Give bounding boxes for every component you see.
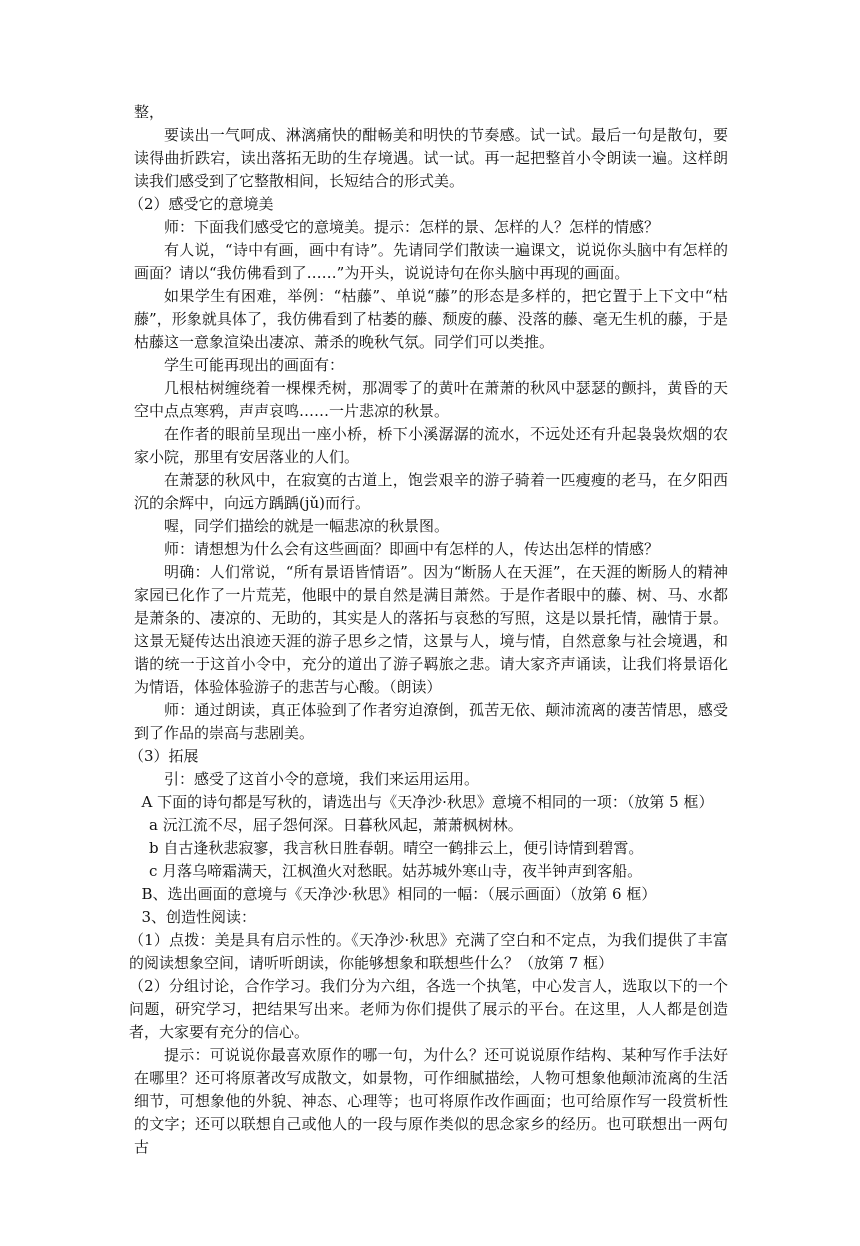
paragraph-group-discussion: （2）分组讨论，合作学习。我们分为六组，各选一个执笔，中心发言人，选取以下的一个问题，研究学习，把结果写出来。老师为你们提供了展示的平台。在这里，人人都是创造者，大家要有充分的信心。 (129, 977, 728, 1041)
option-c: c 月落乌啼霜满天，江枫渔火对愁眠。姑苏城外寒山寺，夜半钟声到客船。 (149, 862, 643, 880)
question-a: A 下面的诗句都是写秋的，请选出与《天净沙·秋思》意境不相同的一项：（放第 5 框） (141, 793, 714, 811)
paragraph-scene-two: 在作者的眼前呈现出一座小桥，桥下小溪潺潺的流水，不远处还有升起袅袅炊烟的农家小院，那里有安居落业的人们。 (134, 425, 728, 466)
paragraph-student-scenes-intro: 学生可能再现出的画面有： (164, 356, 345, 374)
option-b: b 自古逢秋悲寂寥，我言秋日胜春朝。晴空一鹤排云上，便引诗情到碧霄。 (149, 839, 644, 857)
paragraph-continuation: 整， (134, 103, 165, 121)
paragraph-scene-one: 几根枯树缠绕着一棵棵秃树，那凋零了的黄叶在萧萧的秋风中瑟瑟的颤抖，黄昏的天空中点点寒鸦，声声哀鸣……一片悲凉的秋景。 (134, 379, 728, 420)
question-b: B、选出画面的意境与《天净沙·秋思》相同的一幅：（展示画面）（放第 6 框） (141, 885, 657, 903)
section-heading-creative-reading: 3、创造性阅读： (141, 908, 257, 926)
paragraph-poetry-painting: 有人说，“诗中有画，画中有诗”。先请同学们散读一遍课文，说说你头脑中有怎样的画面？请以“我仿佛看到了……”为开头，说说诗句在你头脑中再现的画面。 (134, 241, 728, 282)
section-heading-mood-beauty: （2）感受它的意境美 (129, 195, 274, 213)
paragraph-extension-intro: 引：感受了这首小令的意境，我们来运用运用。 (164, 770, 480, 788)
paragraph-teacher-prompt: 师：下面我们感受它的意境美。提示：怎样的景、怎样的人？怎样的情感？ (164, 218, 660, 236)
paragraph-scene-three: 在萧瑟的秋风中，在寂寞的古道上，饱尝艰辛的游子骑着一匹瘦瘦的老马，在夕阳西沉的余辉中，向远方踽踽(jǔ)而行。 (134, 471, 728, 512)
paragraph-hints: 提示：可说说你最喜欢原作的哪一句，为什么？还可说说原作结构、某种写作手法好在哪里？还可将原著改写成散文，如景物，可作细腻描绘，人物可想象他颠沛流离的生活细节，可想象他的外貌、神态、心理等；也可将原作改作画面；也可给原作写一段赏析性的文字；还可以联想自己或他人的一段与原作类似的思念家乡的经历。也可联想出一两句古 (134, 1046, 728, 1156)
document-page (129, 101, 728, 1159)
paragraph-example-vine: 如果学生有困难，举例：“枯藤”、单说“藤”的形态是多样的，把它置于上下文中“枯藤”，形象就具体了，我仿佛看到了枯萎的藤、颓废的藤、没落的藤、毫无生机的藤，于是枯藤这一意象渲染出凄凉、萧杀的晚秋气氛。同学们可以类推。 (134, 287, 728, 351)
paragraph-clarification: 明确：人们常说，“所有景语皆情语”。因为“断肠人在天涯”，在天涯的断肠人的精神家园已化作了一片荒芜，他眼中的景自然是满目萧然。于是作者眼中的藤、树、马、水都是萧条的、凄凉的、无助的，其实是人的落拓与哀愁的写照，这是以景托情，融情于景。这景无疑传达出浪迹天涯的游子思乡之情，这景与人，境与情，自然意象与社会境遇，和谐的统一于这首小令中，充分的道出了游子羁旅之悲。请大家齐声诵读，让我们将景语化为情语，体验体验游子的悲苦与心酸。（朗读） (134, 563, 728, 696)
section-heading-extension: （3）拓展 (129, 747, 199, 765)
option-a: a 沅江流不尽，屈子怨何深。日暮秋风起，萧萧枫树林。 (149, 816, 523, 834)
paragraph-guidance: （1）点拨：美是具有启示性的。《天净沙·秋思》充满了空白和不定点，为我们提供了丰富的阅读想象空间，请听听朗读，你能够想象和联想些什么？（放第 7 框） (129, 931, 728, 972)
paragraph-teacher-question: 师：请想想为什么会有这些画面？即画中有怎样的人，传达出怎样的情感？ (164, 540, 660, 558)
paragraph-scene-summary: 喔，同学们描绘的就是一幅悲凉的秋景图。 (164, 517, 450, 535)
paragraph-teacher-conclusion: 师：通过朗读，真正体验到了作者穷迫潦倒，孤苦无依、颠沛流离的凄苦情思，感受到了作品的崇高与悲剧美。 (134, 701, 728, 742)
paragraph-reading-rhythm: 要读出一气呵成、淋漓痛快的酣畅美和明快的节奏感。试一试。最后一句是散句，要读得曲折跌宕，读出落拓无助的生存境遇。试一试。再一起把整首小令朗读一遍。这样朗读我们感受到了它整散相间，长短结合的形式美。 (134, 126, 728, 190)
